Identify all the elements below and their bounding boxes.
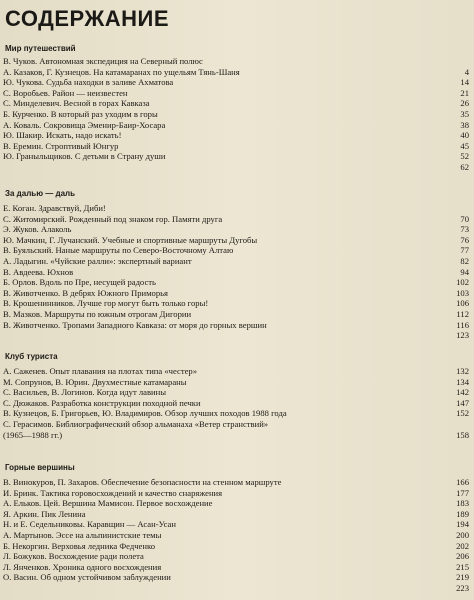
entry-title: Б. Курченко. В который раз уходим в горы — [3, 109, 158, 119]
toc-entry — [3, 203, 469, 213]
toc-entry — [3, 151, 469, 161]
entry-page-number: 132 — [456, 366, 469, 376]
entry-page-number: 4 — [464, 66, 469, 77]
entry-page-number: 166 — [456, 477, 469, 487]
section-heading: Горные вершины — [5, 463, 75, 472]
entry-title: В. Авдеева. Юхнов — [3, 266, 74, 277]
toc-entry — [3, 309, 469, 319]
entry-page-number: 21 — [460, 87, 469, 98]
section-heading: Клуб туриста — [5, 352, 58, 361]
entry-page-number: 35 — [460, 109, 469, 119]
entry-title: О. Васин. Об одном устойчивом заблуждении — [3, 572, 171, 583]
entry-title: Н. и Е. Седельниковы. Каравщин — Асан-Усан — [3, 519, 176, 530]
entry-title: Я. Аркин. Пик Ленина — [3, 508, 86, 519]
entry-page-number: 70 — [460, 213, 469, 224]
toc-entry — [3, 256, 469, 266]
toc-entry — [3, 330, 469, 340]
toc-entry — [3, 109, 469, 119]
entry-title: В. Винокуров, П. Захаров. Обеспечение безопасности на стенном маршруте — [3, 477, 282, 487]
entry-title: Б. Орлов. Вдоль по Пре, несущей радость — [3, 277, 156, 288]
entry-title: А. Саженев. Опыт плавания на плотах типа «честер» — [3, 366, 197, 376]
entry-title: Ю. Граныльщиков. С детьми в Страну души — [3, 151, 166, 162]
toc-entry — [3, 530, 469, 540]
entry-page-number: 106 — [456, 298, 469, 309]
entry-page-number: 45 — [460, 140, 469, 151]
toc-entry — [3, 477, 469, 487]
toc-entry — [3, 320, 469, 330]
entry-page-number: 112 — [456, 309, 469, 319]
entry-title: М. Сопрунов, В. Юрин. Двухместные катамараны — [3, 376, 187, 387]
toc-entry — [3, 162, 469, 172]
entry-page-number: 158 — [456, 429, 469, 440]
entry-title: Е. Коган. Здравствуй, Диби! — [3, 203, 106, 213]
entry-page-number: 52 — [460, 151, 469, 162]
entry-title: В. Еремин. Строптивый Юнгур — [3, 140, 119, 151]
section-heading: За далью — даль — [5, 189, 76, 198]
toc-entry — [3, 430, 469, 440]
entry-page-number: 219 — [456, 572, 469, 583]
entry-title: (1965—1988 гг.) — [3, 429, 63, 440]
entry-page-number: 26 — [460, 98, 469, 109]
toc-entry — [3, 583, 469, 593]
toc-entry — [3, 98, 469, 108]
entry-title: Б. Некоргин. Верховья ледника Федченко — [3, 540, 155, 551]
toc-entry — [3, 77, 469, 87]
toc-entry — [3, 235, 469, 245]
entry-page-number: 40 — [460, 130, 469, 141]
entry-page-number: 147 — [456, 397, 469, 408]
entry-page-number: 177 — [456, 487, 469, 498]
entry-page-number: 102 — [456, 277, 469, 288]
toc-entry — [3, 541, 469, 551]
toc-entry — [3, 366, 469, 376]
toc-entry — [3, 224, 469, 234]
toc-entry — [3, 377, 469, 387]
toc-entry — [3, 56, 469, 66]
entry-page-number: 38 — [460, 119, 469, 130]
entry-title: А. Ельков. Цей. Вершина Мамисон. Первое восхождение — [3, 498, 213, 509]
entry-page-number: 202 — [456, 540, 469, 551]
entry-title: Э. Жуков. Алаколь — [3, 224, 72, 235]
toc-entry — [3, 488, 469, 498]
toc-entry — [3, 498, 469, 508]
toc-entry — [3, 572, 469, 582]
entry-title: А. Мартынов. Эссе на альпинистские темы — [3, 530, 162, 540]
entry-page-number: 183 — [456, 498, 469, 509]
toc-entry — [3, 562, 469, 572]
entry-page-number: 14 — [460, 77, 469, 88]
entry-title: В. Буяльский. Наные маршруты по Северо-Восточному Алтаю — [3, 245, 234, 256]
entry-title: Ю. Шакир. Искать, надо искать! — [3, 130, 122, 141]
entry-title: А. Коваль. Сокровища Эменир-Баир-Хосара — [3, 119, 166, 130]
entry-page-number: 223 — [456, 583, 469, 593]
toc-entry — [3, 408, 469, 418]
toc-entry — [3, 298, 469, 308]
section-heading: Мир путешествий — [5, 44, 76, 53]
toc-entry — [3, 551, 469, 561]
entry-title: В. Животченко. Тропами Западного Кавказа: от моря до горных вершин — [3, 319, 267, 330]
entry-title: А. Казаков, Г. Кузнецов. На катамаранах по ущельям Тянь-Шаня — [3, 66, 240, 77]
entry-title: С. Герасимов. Библиографический обзор альманаха «Ветер странствий» — [3, 419, 269, 429]
entry-page-number: 82 — [460, 256, 469, 266]
entry-page-number: 76 — [460, 234, 469, 245]
toc-entry — [3, 120, 469, 130]
entry-title: С. Житомирский. Рожденный под знаком гор. Памяти друга — [3, 213, 223, 224]
toc-entry — [3, 509, 469, 519]
toc-entry — [3, 88, 469, 98]
toc-entry — [3, 398, 469, 408]
entry-title: В. Мазков. Маршруты по южным отрогам Дигории — [3, 309, 192, 319]
entry-title: В. Чуков. Автономная экспедиция на Северный полюс — [3, 56, 203, 66]
entry-page-number: 134 — [456, 376, 469, 387]
entry-page-number: 142 — [456, 387, 469, 398]
entry-page-number: 123 — [456, 330, 469, 341]
entry-title: С. Васильев, В. Логинов. Когда идут лавины — [3, 387, 167, 398]
entry-title: Л. Янченков. Хроника одного восхождения — [3, 561, 162, 572]
entry-title: Ю. Чукова. Судьба находки в заливе Ахматова — [3, 77, 174, 88]
toc-entry — [3, 519, 469, 529]
toc-entry — [3, 214, 469, 224]
entry-page-number: 206 — [456, 551, 469, 562]
entry-page-number: 200 — [456, 530, 469, 540]
toc-entry — [3, 141, 469, 151]
toc-entry — [3, 130, 469, 140]
toc-entry — [3, 67, 469, 77]
entry-page-number: 77 — [460, 245, 469, 256]
entry-title: И. Бринк. Тактика горовосхождений и качество снаряжения — [3, 487, 223, 498]
page-title: СОДЕРЖАНИЕ — [5, 6, 170, 31]
entry-page-number: 116 — [456, 319, 469, 330]
toc-entry — [3, 387, 469, 397]
toc-entry — [3, 245, 469, 255]
entry-page-number: 194 — [456, 519, 469, 530]
toc-entry — [3, 267, 469, 277]
entry-page-number: 73 — [460, 224, 469, 235]
entry-title: А. Ладыгин. «Чуйские ралли»: экспертный вариант — [3, 256, 192, 266]
entry-title: В. Крошенинников. Лучше гор могут быть только горы! — [3, 298, 209, 309]
entry-page-number: 103 — [456, 287, 469, 298]
entry-page-number: 215 — [456, 561, 469, 572]
entry-title: С. Воробьев. Район — неизвестен — [3, 87, 128, 98]
toc-entry — [3, 419, 469, 429]
entry-title: Ю. Мачкин, Г. Лучанский. Учебные и спортивные маршруты Дугобы — [3, 234, 258, 245]
toc-entry — [3, 277, 469, 287]
entry-title: С. Дюжаков. Разработка конструкции походной печки — [3, 397, 201, 408]
entry-title: Л. Божуков. Восхождение ради полета — [3, 551, 144, 562]
entry-title: В. Животченко. В дебрях Южного Приморья — [3, 287, 169, 298]
entry-title: С. Минделевич. Весной в горах Кавказа — [3, 98, 150, 109]
entry-title: В. Кузнецов, Б. Григорьев, Ю. Владимиров. Обзор лучших походов 1988 года — [3, 408, 287, 419]
toc-entry — [3, 288, 469, 298]
entry-page-number: 189 — [456, 508, 469, 519]
entry-page-number: 94 — [460, 266, 469, 277]
entry-page-number: 152 — [456, 408, 469, 419]
entry-page-number: 62 — [460, 162, 469, 172]
